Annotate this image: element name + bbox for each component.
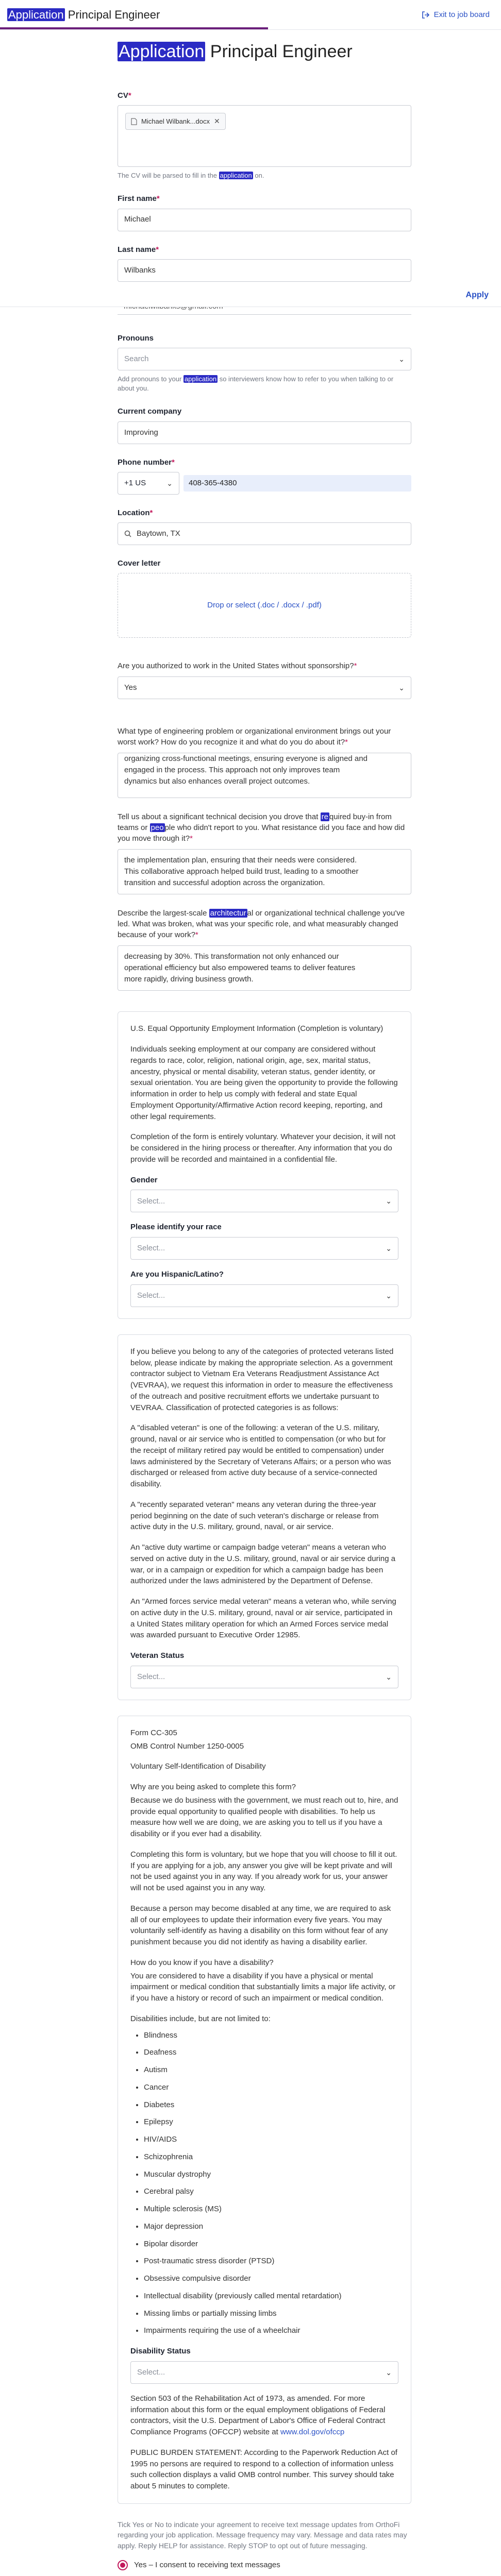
- chevron-down-icon: ⌄: [166, 479, 173, 487]
- race-label: Please identify your race: [130, 1223, 222, 1232]
- sponsorship-value: Yes: [124, 683, 137, 692]
- disability-status-label: Disability Status: [130, 2347, 191, 2356]
- phone-label: Phone number*: [118, 457, 175, 467]
- phone-row: [118, 472, 411, 495]
- window-title: [7, 7, 160, 23]
- first-name-input[interactable]: Michael: [118, 209, 411, 231]
- pronouns-select[interactable]: [118, 348, 411, 370]
- cv-field: [118, 91, 411, 180]
- list-item: • Cerebral palsy: [144, 2186, 398, 2197]
- chevron-down-icon: ⌄: [386, 1291, 392, 1300]
- last-name-label: Last name*: [118, 245, 159, 254]
- country-code-select[interactable]: [118, 472, 179, 495]
- eeo-paragraph: Completion of the form is entirely voluntary. Whatever your decision, it will not be considered in the hiring process or thereafter. Any information that you do provide will be recorded and maintained in a confidential file.: [130, 1132, 396, 1164]
- worst-work-question: What type of engineering problem or organizational environment brings out your worst work? How do you recognize it and what do you do about it?*: [118, 727, 391, 747]
- chevron-down-icon: ⌄: [398, 684, 405, 692]
- how-question: How do you know if you have a disability?: [130, 1958, 274, 1967]
- remove-file-icon[interactable]: ✕: [213, 117, 220, 126]
- title-highlight: Application: [8, 8, 64, 21]
- list-item: • Post-traumatic stress disorder (PTSD): [144, 2256, 398, 2267]
- list-item: • Epilepsy: [144, 2116, 398, 2128]
- cv-label: CV*: [118, 91, 131, 100]
- sponsorship-select[interactable]: [118, 676, 411, 699]
- chevron-down-icon: ⌄: [386, 1197, 392, 1206]
- pronouns-label: Pronouns: [118, 333, 154, 343]
- how-paragraph: You are considered to have a disability if you have a physical or mental impairment or medical condition that substantially limits a major life activity, or if you have a history or record of such an impairment or medical condition.: [130, 1971, 396, 2003]
- cv-help: The CV will be parsed to fill in the application on.: [118, 172, 264, 180]
- chevron-down-icon: ⌄: [386, 2368, 392, 2377]
- title-text: Principal Engineer: [68, 8, 160, 21]
- application-form: [118, 40, 411, 2576]
- technical-decision-answer[interactable]: the implementation plan, ensuring that their needs were considered. This collaborative approach helped build trust, leading to a smoother transition and successful adoption across the organization.: [118, 849, 411, 894]
- form-number: Form CC-305: [130, 1728, 177, 1737]
- update-paragraph: Because a person may become disabled at any time, we are required to ask all of our employees to update their information every five years. You may voluntarily self-identify as having a disability on this form without fear of any punishment because you did not identify as having a disability earlier.: [130, 1904, 391, 1947]
- list-item: • Major depression: [144, 2221, 398, 2232]
- veteran-paragraph: An "Armed forces service medal veteran" means a veteran who, while serving on active duty in the U.S. military, ground, naval or air service, participated in a United States military operation for which an Armed Forces service medal was awarded pursuant to Executive Order 12985.: [130, 1597, 396, 1640]
- eeo-panel: [118, 1011, 411, 1319]
- gender-select[interactable]: Select... ⌄: [130, 1190, 398, 1212]
- document-icon: [131, 118, 137, 125]
- location-field: [118, 508, 411, 545]
- worst-work-question-field: [118, 726, 411, 798]
- list-item: • Blindness: [144, 2030, 398, 2041]
- veteran-status-select[interactable]: Select... ⌄: [130, 1666, 398, 1688]
- sms-consent-text: Tick Yes or No to indicate your agreement to receive text message updates from OrthoFi regarding your job application. Message frequency may vary. Message and data rates may apply. Reply HELP for assistance. Reply STOP to opt out of future messaging.: [118, 2520, 407, 2550]
- list-item: • HIV/AIDS: [144, 2134, 398, 2145]
- eeo-paragraph: Individuals seeking employment at our company are considered without regards to race, color, religion, national origin, age, sex, marital status, ancestry, physical or mental disability, veteran status, gender identity, or sexual orientation. You are being given the opportunity to provide the following information in order to help us comply with federal and state Equal Employment Opportunity/Affirmative Action record keeping, reporting, and other legal requirements.: [130, 1045, 398, 1121]
- country-code-value: +1 US: [124, 478, 146, 487]
- veteran-paragraph: A "recently separated veteran" means any veteran during the three-year period beginning on the date of such veteran's discharge or release from active duty in the U.S. military, ground, naval, or air service.: [130, 1500, 379, 1532]
- disability-list: [144, 2030, 398, 2337]
- eeo-intro: U.S. Equal Opportunity Employment Information (Completion is voluntary): [130, 1024, 383, 1033]
- ofccp-link[interactable]: www.dol.gov/ofccp: [280, 2428, 345, 2437]
- phone-field: [118, 457, 411, 495]
- apply-bar: [0, 282, 501, 307]
- cover-letter-label: Cover letter: [118, 559, 161, 568]
- location-value: Baytown, TX: [137, 529, 180, 538]
- list-item: • Obsessive compulsive disorder: [144, 2273, 398, 2284]
- chevron-down-icon: ⌄: [386, 1672, 392, 1681]
- phone-number-input[interactable]: 408-365-4380: [183, 475, 411, 492]
- section-503: Section 503 of the Rehabilitation Act of 1973, as amended. For more information about this form or the equal employment obligations of Federal contractors, visit the U.S. Department of Labor's Office of Federal Contract Compliance Programs (OFCCP) website at www.dol.gov/ofccp: [130, 2394, 386, 2437]
- cv-file-chip: [125, 113, 226, 130]
- veteran-paragraph: An "active duty wartime or campaign badge veteran" means a veteran who served on active duty in the U.S. military, ground, naval or air service during a war, or in a campaign or expedition for which a campaign badge has been authorized under the laws administered by the Department of Defense.: [130, 1543, 396, 1586]
- disability-status-select[interactable]: Select... ⌄: [130, 2361, 398, 2384]
- disability-panel: [118, 1716, 411, 2504]
- list-item: • Deafness: [144, 2047, 398, 2058]
- technical-decision-question-field: [118, 811, 411, 894]
- list-item: • Multiple sclerosis (MS): [144, 2204, 398, 2215]
- list-item: • Impairments requiring the use of a wheelchair: [144, 2325, 398, 2336]
- list-item: • Schizophrenia: [144, 2151, 398, 2163]
- cover-letter-field: [118, 558, 411, 638]
- architecture-question-field: [118, 908, 411, 991]
- list-item: • Missing limbs or partially missing limbs: [144, 2308, 398, 2319]
- list-item: • Cancer: [144, 2082, 398, 2093]
- sms-yes-option[interactable]: [118, 2560, 411, 2570]
- location-label: Location*: [118, 508, 153, 517]
- first-name-label: First name*: [118, 194, 160, 204]
- hispanic-label: Are you Hispanic/Latino?: [130, 1270, 224, 1279]
- pronouns-field: [118, 333, 411, 394]
- last-name-input[interactable]: Wilbanks: [118, 259, 411, 282]
- current-company-input[interactable]: Improving: [118, 421, 411, 444]
- public-burden: PUBLIC BURDEN STATEMENT: According to the Paperwork Reduction Act of 1995 no persons are required to respond to a collection of information unless such collection displays a valid OMB control number. This survey should take about 5 minutes to complete.: [130, 2448, 397, 2491]
- list-item: • Intellectual disability (previously called mental retardation): [144, 2291, 398, 2302]
- list-intro: Disabilities include, but are not limited to:: [130, 2014, 271, 2023]
- progress-bar: [0, 27, 268, 29]
- omb-number: OMB Control Number 1250-0005: [130, 1741, 244, 1751]
- chevron-down-icon: ⌄: [398, 354, 405, 363]
- sms-yes-label: Yes – I consent to receiving text messages: [134, 2560, 280, 2569]
- list-item: • Bipolar disorder: [144, 2239, 398, 2250]
- current-company-label: Current company: [118, 407, 182, 416]
- list-item: • Diabetes: [144, 2099, 398, 2111]
- worst-work-answer[interactable]: organizing cross-functional meetings, ensuring everyone is aligned and engaged in the process. This approach not only improves team dynamics but also enhances overall project outcomes.: [118, 753, 411, 798]
- pronouns-help: Add pronouns to your application so interviewers know how to refer to you when talking to or about you.: [118, 375, 394, 393]
- technical-decision-question: Tell us about a significant technical decision you drove that re quired buy-in from teams or peo ple who didn't report to you. What resistance did you face and how did you move through it?*: [118, 812, 405, 843]
- cover-letter-dropzone[interactable]: Drop or select (.doc / .docx / .pdf): [118, 573, 411, 638]
- veteran-paragraph: A "disabled veteran" is one of the following: a veteran of the U.S. military, ground, naval or air service who is entitled to compensation (or who but for the receipt of military retired pay would be entitled to compensation) under laws administered by the Secretary of Veterans Affairs; or a person who was discharged or released from active duty because of a service-connected disability.: [130, 1423, 391, 1489]
- cv-file-name: Michael Wilbank...docx: [141, 117, 210, 125]
- sponsorship-field: [118, 660, 411, 699]
- pronouns-placeholder: Search: [124, 354, 149, 363]
- exit-icon: [422, 11, 430, 19]
- veteran-paragraph: If you believe you belong to any of the categories of protected veterans listed below, please indicate by making the appropriate selection. As a government contractor subject to Vietnam Era Veterans Readjustment Assistance Act (VEVRAA), we request this information in order to measure the effectiveness of the outreach and positive recruitment efforts we undertake pursuant to VEVRAA. Classification of protected categories is as follows:: [130, 1347, 394, 1412]
- voluntary-paragraph: Completing this form is voluntary, but we hope that you will choose to fill it out. If you are applying for a job, any answer you give will be kept private and will not be used against you in any way. If you already work for us, your answer will not be used against you in any way.: [130, 1850, 397, 1893]
- search-icon: [124, 530, 131, 537]
- apply-button[interactable]: Apply: [465, 291, 489, 299]
- page-title: [118, 40, 411, 64]
- hispanic-select[interactable]: Select... ⌄: [130, 1284, 398, 1307]
- race-select[interactable]: Select... ⌄: [130, 1237, 398, 1260]
- exit-label: Exit to job board: [433, 10, 490, 19]
- current-company-field: [118, 406, 411, 444]
- cv-upload-box[interactable]: [118, 105, 411, 167]
- sponsorship-question: Are you authorized to work in the United States without sponsorship?*: [118, 662, 357, 671]
- list-item: • Autism: [144, 2064, 398, 2076]
- veteran-status-label: Veteran Status: [130, 1651, 185, 1660]
- disability-title: Voluntary Self-Identification of Disability: [130, 1762, 266, 1771]
- radio-selected-icon[interactable]: [118, 2560, 128, 2570]
- top-bar: [0, 0, 501, 30]
- why-question: Why are you being asked to complete this form?: [130, 1783, 296, 1792]
- last-name-field: [118, 245, 411, 282]
- first-name-field: [118, 194, 411, 231]
- page-title-highlight: Application: [119, 42, 205, 61]
- chevron-down-icon: ⌄: [386, 1244, 392, 1253]
- page-title-text: Principal Engineer: [210, 42, 353, 61]
- veteran-panel: [118, 1334, 411, 1700]
- exit-to-job-board-link[interactable]: [422, 10, 490, 20]
- architecture-question: Describe the largest-scale architectur al or organizational technical challenge you've led. What was broken, what was your specific role, and what measurably changed because of your work?*: [118, 909, 405, 940]
- why-paragraph: Because we do business with the government, we must reach out to, hire, and provide equal opportunity to qualified people with disabilities. To help us measure how well we are doing, we are asking you to tell us if you have a disability or if you ever had a disability.: [130, 1795, 398, 1839]
- list-item: • Muscular dystrophy: [144, 2169, 398, 2180]
- location-input[interactable]: [118, 522, 411, 545]
- architecture-answer[interactable]: decreasing by 30%. This transformation not only enhanced our operational efficiency but also empowered teams to deliver features more rapidly, driving business growth.: [118, 945, 411, 991]
- gender-label: Gender: [130, 1175, 158, 1184]
